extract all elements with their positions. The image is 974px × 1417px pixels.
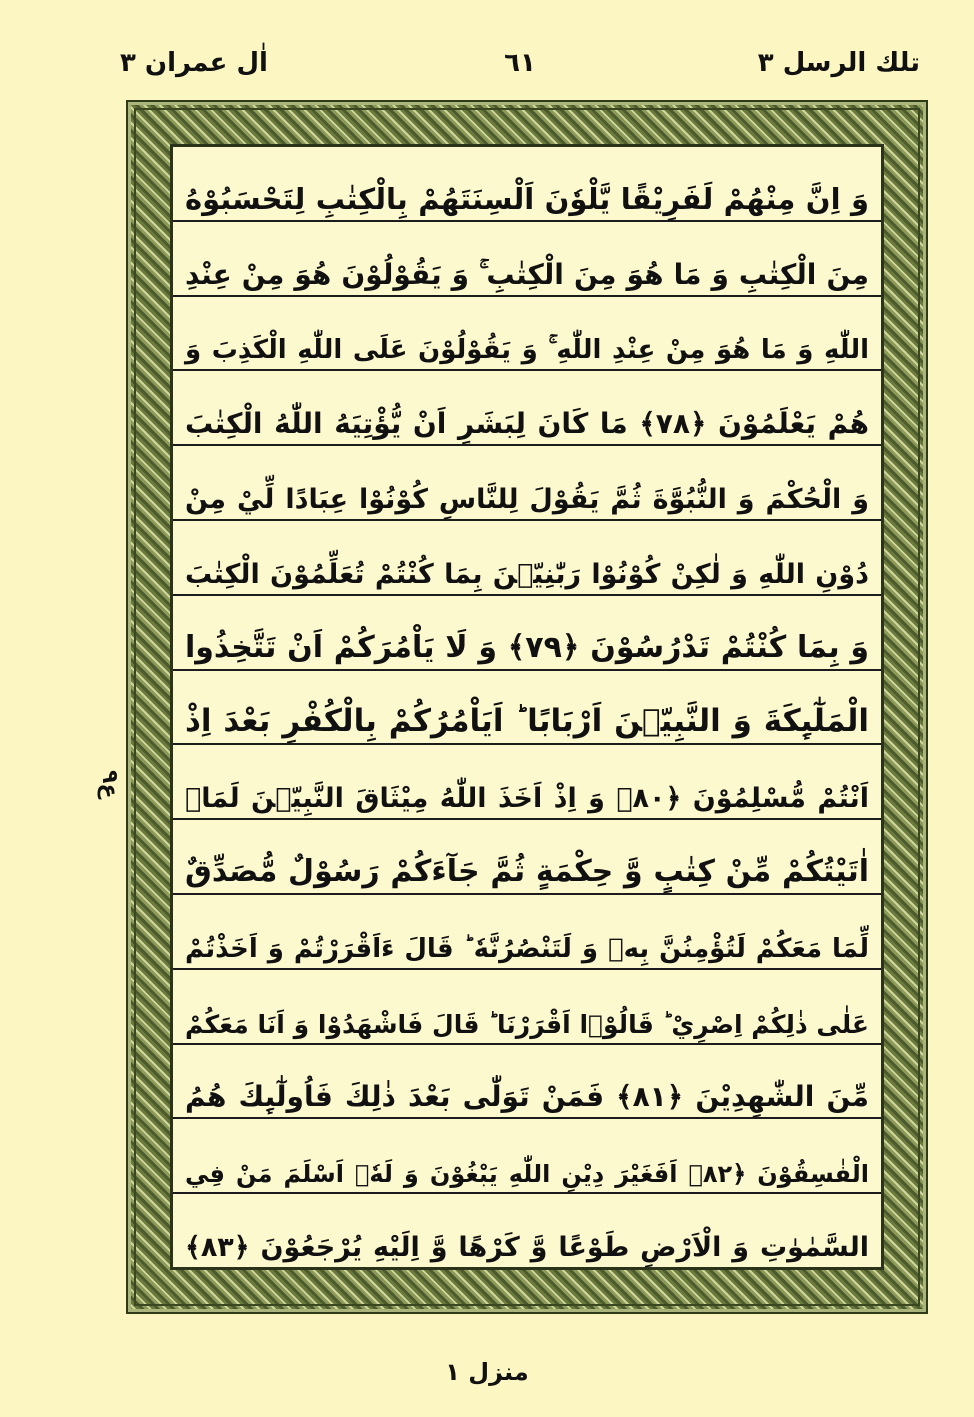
text-line [173, 1045, 881, 1120]
page-number: ٦١ [504, 48, 536, 78]
text-line [173, 1194, 881, 1267]
text-line [173, 820, 881, 895]
text-line [173, 147, 881, 222]
line-text: دُوْنِ اللّٰهِ وَ لٰكِنْ كُوْنُوْا رَبّٰنِيّٖنَ بِمَا كُنْتُمْ تُعَلِّمُوْنَ الْكِتٰبَ [185, 558, 869, 590]
text-panel [170, 144, 884, 1270]
line-text: مِنَ الْكِتٰبِ وَ مَا هُوَ مِنَ الْكِتٰبِ ۚ وَ يَقُوْلُوْنَ هُوَ مِنْ عِنْدِ [185, 257, 869, 291]
line-text: الْفٰسِقُوْنَ ﴿۸۲﴾ اَفَغَيْرَ دِيْنِ اللّٰهِ يَبْغُوْنَ وَ لَهٗۤ اَسْلَمَ مَنْ فِي [185, 1160, 869, 1189]
ruku-marker: ع۹ [97, 770, 122, 799]
line-text: مِّنَ الشّٰهِدِيْنَ ﴿۸۱﴾ فَمَنْ تَوَلّٰى بَعْدَ ذٰلِكَ فَاُولٰٓىِٕكَ هُمُ [185, 1080, 869, 1114]
line-text: وَ الْحُكْمَ وَ النُّبُوَّةَ ثُمَّ يَقُوْلَ لِلنَّاسِ كُوْنُوْا عِبَادًا لِّيْ مِنْ [185, 483, 869, 515]
line-text: وَ اِنَّ مِنْهُمْ لَفَرِيْقًا يَّلْوٗنَ اَلْسِنَتَهُمْ بِالْكِتٰبِ لِتَحْسَبُوْهُ [185, 181, 869, 216]
line-text: اللّٰهِ وَ مَا هُوَ مِنْ عِنْدِ اللّٰهِ ۚ وَ يَقُوْلُوْنَ عَلَى اللّٰهِ الْكَذِبَ وَ [185, 335, 869, 366]
text-line [173, 596, 881, 671]
ornamental-border [126, 100, 928, 1314]
text-line [173, 745, 881, 820]
line-text: اَنْتُمْ مُّسْلِمُوْنَ ﴿۸۰﴾ وَ اِذْ اَخَذَ اللّٰهُ مِيْثَاقَ النَّبِيّٖنَ لَمَاۤ [185, 783, 869, 815]
text-line [173, 1119, 881, 1194]
text-line [173, 521, 881, 596]
text-line [173, 895, 881, 970]
text-line [173, 671, 881, 746]
line-text: لِّمَا مَعَكُمْ لَتُؤْمِنُنَّ بِهٖ وَ لَتَنْصُرُنَّهٗ ؕ قَالَ ءَاَقْرَرْتُمْ وَ اَخَذْتُمْ [185, 933, 869, 964]
manzil-label: منزل ١ [445, 1358, 529, 1386]
juz-title: تلك الرسل ٣ [757, 48, 920, 78]
line-text: وَ بِمَا كُنْتُمْ تَدْرُسُوْنَ ﴿۷۹﴾ وَ لَا يَاْمُرَكُمْ اَنْ تَتَّخِذُوا [185, 629, 869, 665]
text-line [173, 297, 881, 372]
text-line [173, 222, 881, 297]
text-line [173, 371, 881, 446]
page-header [120, 48, 920, 98]
surah-title: اٰل عمران ٣ [120, 48, 268, 78]
text-line [173, 446, 881, 521]
line-text: السَّمٰوٰتِ وَ الْاَرْضِ طَوْعًا وَّ كَرْهًا وَّ اِلَيْهِ يُرْجَعُوْنَ ﴿۸۳﴾ [185, 1231, 869, 1263]
line-text: اٰتَيْتُكُمْ مِّنْ كِتٰبٍ وَّ حِكْمَةٍ ثُمَّ جَآءَكُمْ رَسُوْلٌ مُّصَدِّقٌ [185, 853, 869, 889]
line-text: هُمْ يَعْلَمُوْنَ ﴿۷۸﴾ مَا كَانَ لِبَشَرٍ اَنْ يُّؤْتِيَهُ اللّٰهُ الْكِتٰبَ [185, 407, 870, 441]
line-text: الْمَلٰٓىِٕكَةَ وَ النَّبِيّٖنَ اَرْبَابًا ؕ اَيَاْمُرُكُمْ بِالْكُفْرِ بَعْدَ اِذْ [185, 703, 869, 740]
text-line [173, 970, 881, 1045]
line-text: عَلٰى ذٰلِكُمْ اِصْرِيْ ؕ قَالُوْۤا اَقْرَرْنَا ؕ قَالَ فَاشْهَدُوْا وَ اَنَا مَعَكُمْ [185, 1009, 869, 1039]
